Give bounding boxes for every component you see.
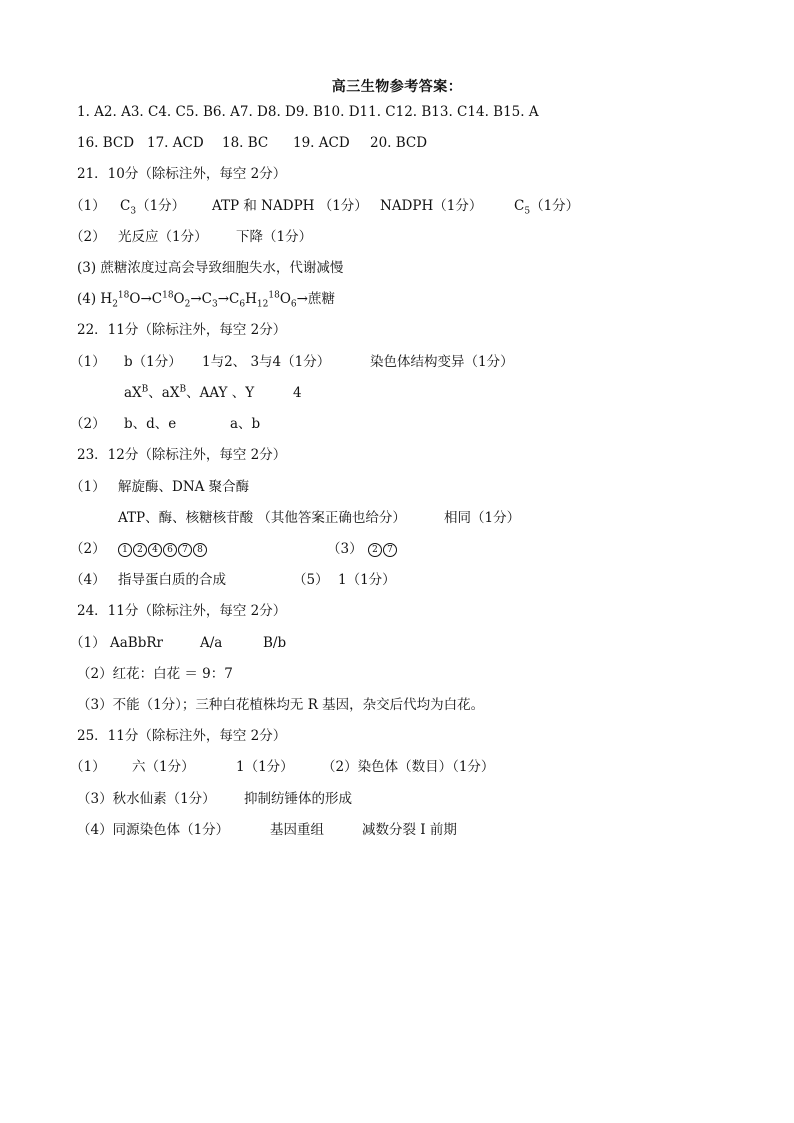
q23-4-number: （4） — [70, 572, 106, 588]
q23-1-answer-b: ATP、酶、核糖核苷酸 （其他答案正确也给分） — [118, 510, 406, 526]
circled-number: 2 — [368, 543, 382, 557]
q24-1-answer-a: AaBbRr — [110, 635, 163, 651]
q21-2-number: （2） — [70, 229, 106, 245]
gamete-part: 、AAY 、Y — [186, 385, 255, 401]
eq-sub: 12 — [256, 299, 269, 310]
page-title: 高三生物参考答案： — [331, 79, 463, 95]
q23-1-answer: 解旋酶、DNA 聚合酶 — [118, 479, 250, 495]
q23-header-text: 23．12分（除标注外，每空 2分） — [77, 447, 287, 463]
q21-1-d-score: （1分） — [530, 198, 580, 214]
q24-1-answer-b: A/a — [200, 635, 223, 651]
q24-3-answer: （3）不能（1分）；三种白花植株均无 R 基因，杂交后代均为白花。 — [77, 697, 485, 713]
gamete-part: 、aX — [148, 385, 180, 401]
q25-4-answer-b: 基因重组 — [270, 822, 324, 838]
mc-answer-18: 18. BC — [222, 135, 269, 151]
q22-1-gametes — [124, 383, 254, 403]
q22-2-number: （2） — [70, 416, 106, 432]
q21-1-a-score: （1分） — [136, 198, 186, 214]
q25-1-answer-a: 六（1分） — [132, 759, 195, 775]
q25-4-answer-c: 减数分裂 I 前期 — [362, 822, 457, 838]
eq-part: →C — [217, 291, 240, 307]
circled-number: 2 — [133, 543, 147, 557]
q25-4-answer-a: （4）同源染色体（1分） — [77, 822, 230, 838]
eq-sub: 3 — [212, 299, 218, 310]
mc-answer-20: 20. BCD — [370, 135, 428, 151]
q23-3-circled-answers — [368, 539, 398, 559]
q24-1-number: （1） — [70, 635, 106, 651]
q24-1-answer-c: B/b — [263, 635, 287, 651]
q25-3-answer-b: 抑制纺锤体的形成 — [244, 791, 352, 807]
gamete-sup: B — [141, 384, 149, 395]
q21-1-a-base: C — [120, 198, 131, 214]
q21-3-answer: (3) 蔗糖浓度过高会导致细胞失水，代谢减慢 — [77, 260, 344, 276]
q22-1-count: 4 — [293, 385, 302, 401]
q23-2-circled-answers — [118, 539, 208, 559]
eq-sub: 6 — [239, 299, 246, 310]
q21-1-answer-b: ATP 和 NADPH （1分） — [212, 198, 368, 214]
q21-1-number: （1） — [70, 198, 106, 214]
circled-number: 4 — [148, 543, 162, 557]
q25-1-number: （1） — [70, 759, 106, 775]
mc-answers-1-15: 1. A2. A3. C4. C5. B6. A7. D8. D9. B10. D11. C12. B13. C14. B15. A — [77, 104, 539, 120]
q21-1-answer-d — [514, 196, 579, 216]
q22-header-text: 22．11分（除标注外，每空 2分） — [77, 322, 287, 338]
q21-header-text: 21．10分（除标注外，每空 2分） — [77, 166, 287, 182]
circled-number: 7 — [383, 543, 397, 557]
q21-1-d-base: C — [514, 198, 525, 214]
q25-2-answer: （2）染色体（数目）（1分） — [322, 759, 495, 775]
eq-sup: 18 — [268, 290, 280, 301]
circled-number: 8 — [193, 543, 207, 557]
q25-3-answer-a: （3）秋水仙素（1分） — [77, 791, 216, 807]
eq-sub: 2 — [112, 299, 118, 310]
eq-part: H — [245, 291, 257, 307]
q22-2-answer-a: b、d、e — [124, 416, 177, 432]
q23-4-answer: 指导蛋白质的合成 — [118, 572, 226, 588]
eq-sup: 18 — [162, 290, 174, 301]
q21-1-d-sub: 5 — [524, 206, 531, 217]
q25-header-text: 25．11分（除标注外，每空 2分） — [77, 728, 287, 744]
q22-1-answer-c: 染色体结构变异（1分） — [370, 354, 514, 370]
q24-2-answer: （2）红花：白花 ＝ 9：7 — [77, 666, 233, 682]
q23-5-answer: 1（1分） — [338, 572, 396, 588]
eq-part: (4) H — [77, 291, 113, 307]
q23-1-answer-c: 相同（1分） — [444, 510, 521, 526]
eq-part: →C — [190, 291, 213, 307]
gamete-sup: B — [179, 384, 187, 395]
q21-1-answer-c: NADPH（1分） — [380, 198, 483, 214]
q21-1-a-sub: 3 — [130, 206, 137, 217]
q23-3-number: （3） — [327, 541, 363, 557]
q23-1-number: （1） — [70, 479, 106, 495]
eq-sub: 6 — [290, 299, 297, 310]
eq-part: →蔗糖 — [296, 291, 335, 307]
q24-header-text: 24．11分（除标注外，每空 2分） — [77, 603, 287, 619]
circled-number: 1 — [118, 543, 132, 557]
circled-number: 6 — [163, 543, 177, 557]
q21-4-equation — [77, 289, 335, 309]
q22-1-answer-b: 1与2、 3与4（1分） — [202, 354, 331, 370]
q21-2-answer-a: 光反应（1分） — [118, 229, 208, 245]
q25-1-answer-b: 1（1分） — [236, 759, 294, 775]
mc-answer-17: 17. ACD — [147, 135, 204, 151]
mc-answer-19: 19. ACD — [293, 135, 350, 151]
eq-part: O — [279, 291, 291, 307]
eq-sup: 18 — [117, 290, 130, 301]
q22-1-number: （1） — [70, 354, 106, 370]
gamete-part: aX — [124, 385, 142, 401]
q21-2-answer-b: 下降（1分） — [236, 229, 313, 245]
q21-1-answer-a — [120, 196, 185, 216]
eq-part: O→C — [129, 291, 163, 307]
q22-1-answer-a: b（1分） — [124, 354, 182, 370]
mc-answer-16: 16. BCD — [77, 135, 135, 151]
q23-2-number: （2） — [70, 541, 106, 557]
eq-part: O — [173, 291, 185, 307]
q23-5-number: （5） — [293, 572, 329, 588]
eq-sub: 2 — [184, 299, 191, 310]
circled-number: 7 — [178, 543, 192, 557]
q22-2-answer-b: a、b — [230, 416, 261, 432]
